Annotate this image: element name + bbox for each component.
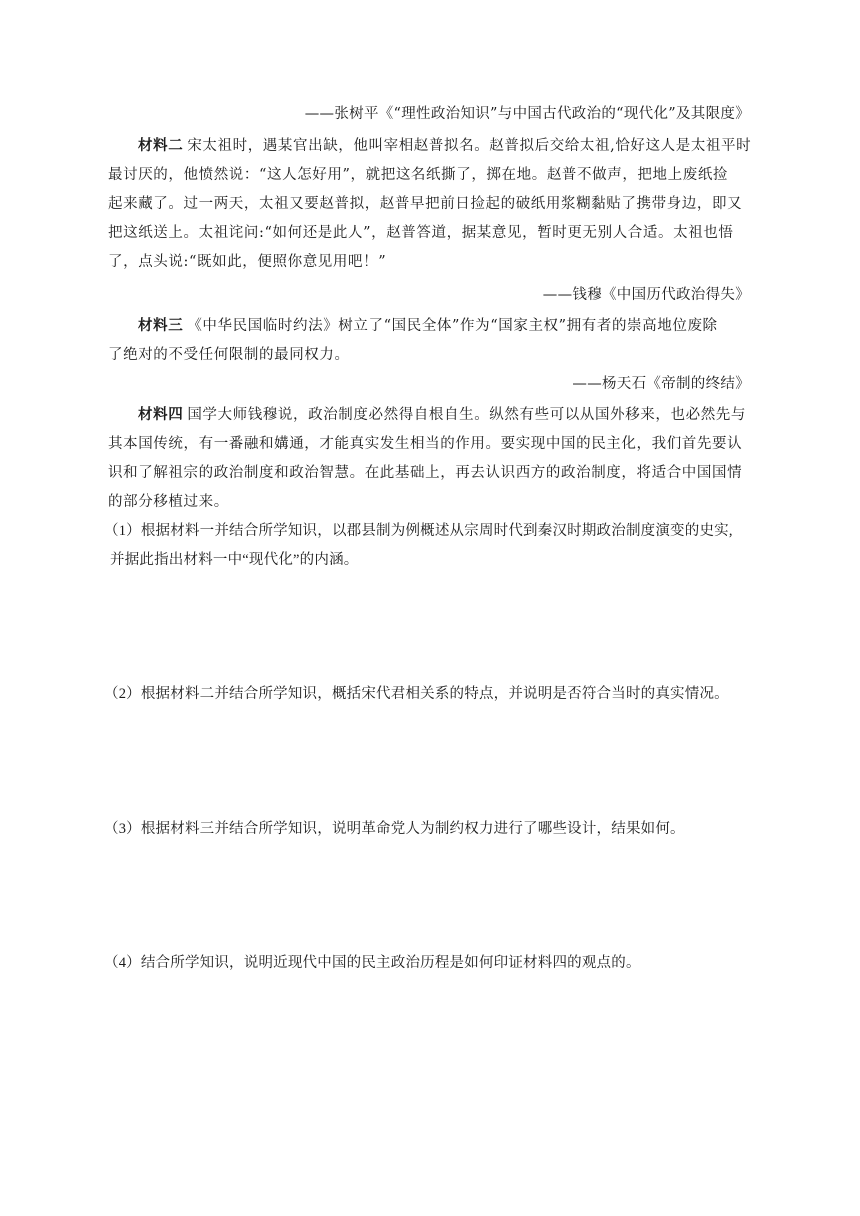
question-4: （4）结合所学知识，说明近现代中国的民主政治历程是如何印证材料四的观点的。	[104, 955, 641, 971]
material2-line: 把这纸送上。太祖诧问:“如何还是此人”，赵普答道，据某意见，暂时更无别人合适。太祖也悟	[108, 225, 734, 241]
material4-label: 材料四	[138, 406, 184, 423]
material4-line	[138, 403, 746, 424]
material3-label: 材料三	[138, 317, 184, 334]
material3-line: 了绝对的不受任何限制的最同权力。	[108, 347, 350, 363]
question-3: （3）根据材料三并结合所学知识，说明革命党人为制约权力进行了哪些设计，结果如何。	[104, 821, 685, 837]
material1-citation: ——张树平《“理性政治知识”与中国古代政治的“现代化”及其限度》	[304, 106, 750, 122]
material2-label: 材料二	[138, 137, 184, 154]
material4-line: 识和了解祖宗的政治制度和政治智慧。在此基础上，再去认识西方的政治制度，将适合中国国情	[108, 465, 743, 481]
material2-line: 最讨厌的，他愤然说：“这人怎好用”，就把这名纸撕了，掷在地。赵普不做声，把地上废纸捡	[108, 167, 729, 183]
question-2: （2）根据材料二并结合所学知识，概括宋代君相关系的特点，并说明是否符合当时的真实情况。	[104, 686, 729, 702]
material2-citation: ——钱穆《中国历代政治得失》	[542, 287, 750, 303]
material4-text: 国学大师钱穆说，政治制度必然得自根自生。纵然有些可以从国外移来，也必然先与	[187, 407, 747, 423]
material2-line: 起来藏了。过一两天，太祖又要赵普拟，赵普早把前日捡起的破纸用浆糊黏贴了携带身边，即又	[108, 196, 743, 212]
material2-text: 宋太祖时，遇某官出缺，他叫宰相赵普拟名。赵普拟后交给太祖,恰好这人是太祖平时	[187, 138, 752, 154]
material3-line	[138, 314, 718, 335]
material4-line: 的部分移植过来。	[108, 494, 229, 510]
material2-line: 了，点头说:“既如此，便照你意见用吧！”	[108, 254, 387, 270]
question-1-line-2: 并据此指出材料一中“现代化”的内涵。	[110, 552, 359, 568]
question-1-line-1: （1）根据材料一并结合所学知识，以郡县制为例概述从宗周时代到秦汉时期政治制度演变的史实,	[104, 523, 733, 539]
material4-line: 其本国传统，有一番融和媾通，才能真实发生相当的作用。要实现中国的民主化，我们首先要认	[108, 436, 743, 452]
material2-line	[138, 134, 751, 155]
material3-citation: ——杨天石《帝制的终结》	[572, 376, 750, 392]
material3-text: 《中华民国临时约法》树立了“国民全体”作为“国家主权”拥有者的崇高地位废除	[187, 318, 718, 334]
